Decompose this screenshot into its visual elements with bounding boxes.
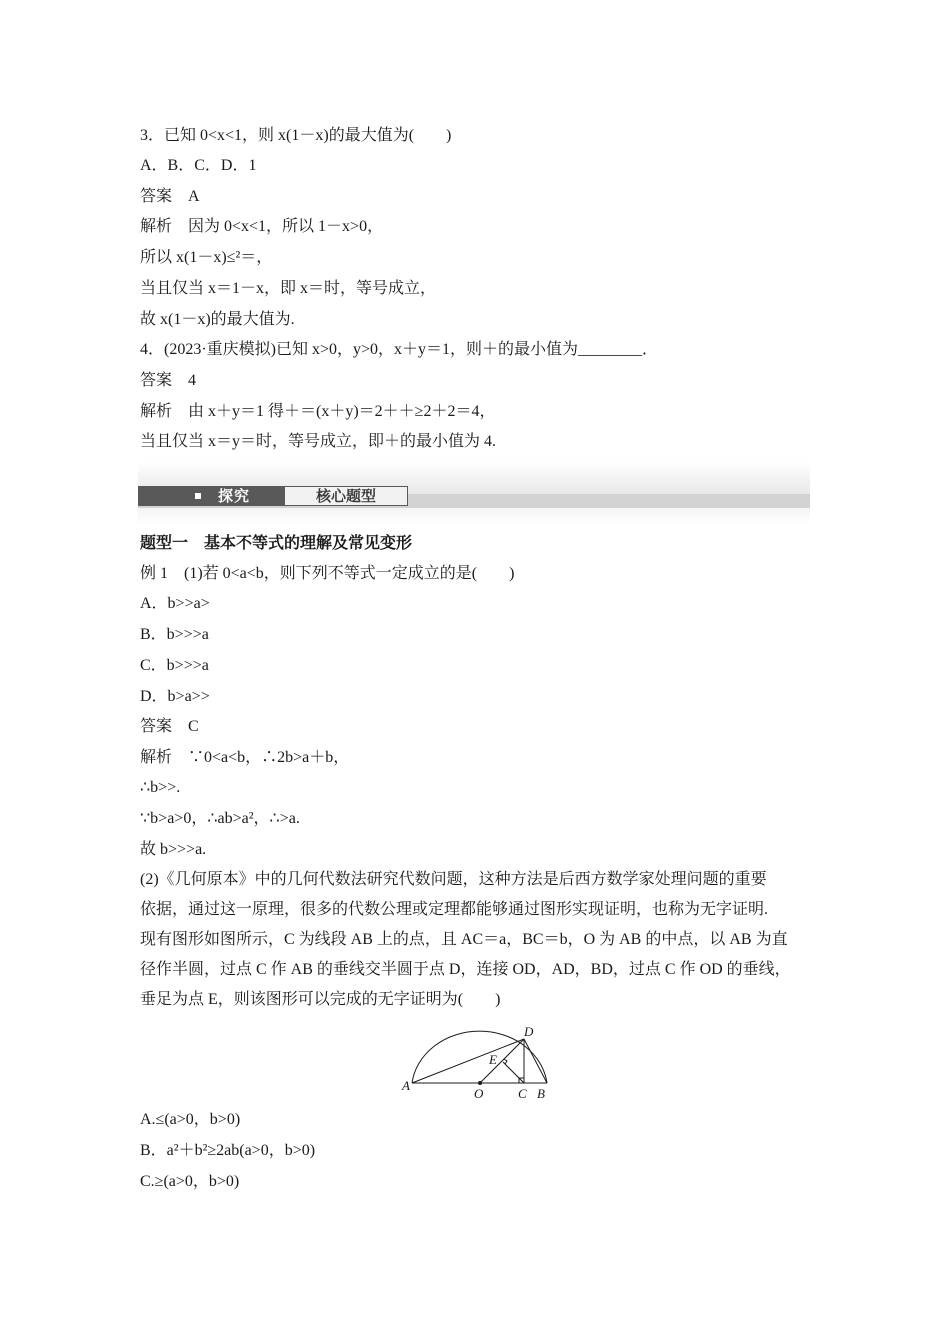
section-banner-tag: 核心题型 [284,486,408,506]
ex1-analysis-line-2: ∴b>>. [140,779,181,796]
center-point-o [478,1081,482,1085]
ex1-analysis-line-3: ∵b>a>0，∴ab>a²，∴>a. [140,810,300,827]
q4-stem: 4．(2023·重庆模拟)已知 x>0，y>0，x＋y＝1，则＋的最小值为________． [140,341,659,358]
q3-answer: 答案 A [140,188,200,205]
q3-analysis-line-1: 解析 因为 0<x<1，所以 1－x>0， [140,218,384,235]
square-bullet-icon [195,493,201,499]
q3-analysis-line-4: 故 x(1－x)的最大值为. [140,311,295,328]
q4-analysis-line-2: 当且仅当 x＝y＝时，等号成立，即＋的最小值为 4. [140,433,497,450]
ex1-answer: 答案 C [140,718,199,735]
ex1-part2-line-4: 径作半圆，过点 C 作 AB 的垂线交半圆于点 D，连接 OD，AD，BD，过点 C 作 OD 的垂线， [140,961,791,978]
ex1-part2-line-3: 现有图形如图所示，C 为线段 AB 上的点，且 AC＝a，BC＝b，O 为 AB 的中点，以 AB 为直 [140,931,788,948]
q4-analysis-line-1: 解析 由 x＋y＝1 得＋＝(x＋y)＝2＋＋≥2＋2＝4， [140,403,496,420]
ex1-analysis-line-4: 故 b>>>a. [140,841,207,858]
ex1-option-b: B．b>>>a [140,626,209,643]
q3-stem: 3．已知 0<x<1，则 x(1－x)的最大值为( ) [140,127,452,144]
q3-analysis-line-2: 所以 x(1－x)≤²＝， [140,249,273,266]
segment-bd [524,1039,547,1083]
label-a: A [402,1078,410,1093]
segment-ce [503,1062,524,1083]
ex1-option-c: C．b>>>a [140,657,209,674]
semicircle-figure [400,1020,560,1104]
ex1-option-a: A．b>>a> [140,595,210,612]
q4-answer: 答案 4 [140,372,197,389]
ex1-part1-stem: 例 1 (1)若 0<a<b，则下列不等式一定成立的是( ) [140,565,515,582]
ex1-part2-option-c: C.≥(a>0，b>0) [140,1173,240,1190]
q3-analysis-line-3: 当且仅当 x＝1－x，即 x＝时，等号成立， [140,280,437,297]
ex1-part2-line-2: 依据，通过这一原理，很多的代数公理或定理都能够通过图形实现证明，也称为无字证明. [140,901,769,918]
section-banner-label [138,486,284,506]
label-b: B [537,1086,545,1101]
ex1-option-d: D．b>a>> [140,688,210,705]
ex1-part2-option-b: B．a²＋b²≥2ab(a>0，b>0) [140,1142,316,1159]
q3-options: A．B．C．D．1 [140,157,257,174]
section-title: 题型一 基本不等式的理解及常见变形 [140,535,413,552]
label-d: D [524,1024,534,1039]
label-o: O [474,1086,484,1101]
ex1-part2-line-5: 垂足为点 E，则该图形可以完成的无字证明为( ) [140,991,501,1008]
ex1-part2-line-1: (2)《几何原本》中的几何代数法研究代数问题，这种方法是后西方数学家处理问题的重要 [140,871,767,888]
label-e: E [489,1052,497,1067]
banner-left-text: 探究 [218,487,251,505]
label-c: C [518,1086,527,1101]
ex1-part2-option-a: A.≤(a>0，b>0) [140,1111,241,1128]
ex1-analysis-line-1: 解析 ∵0<a<b，∴2b>a＋b， [140,749,350,766]
